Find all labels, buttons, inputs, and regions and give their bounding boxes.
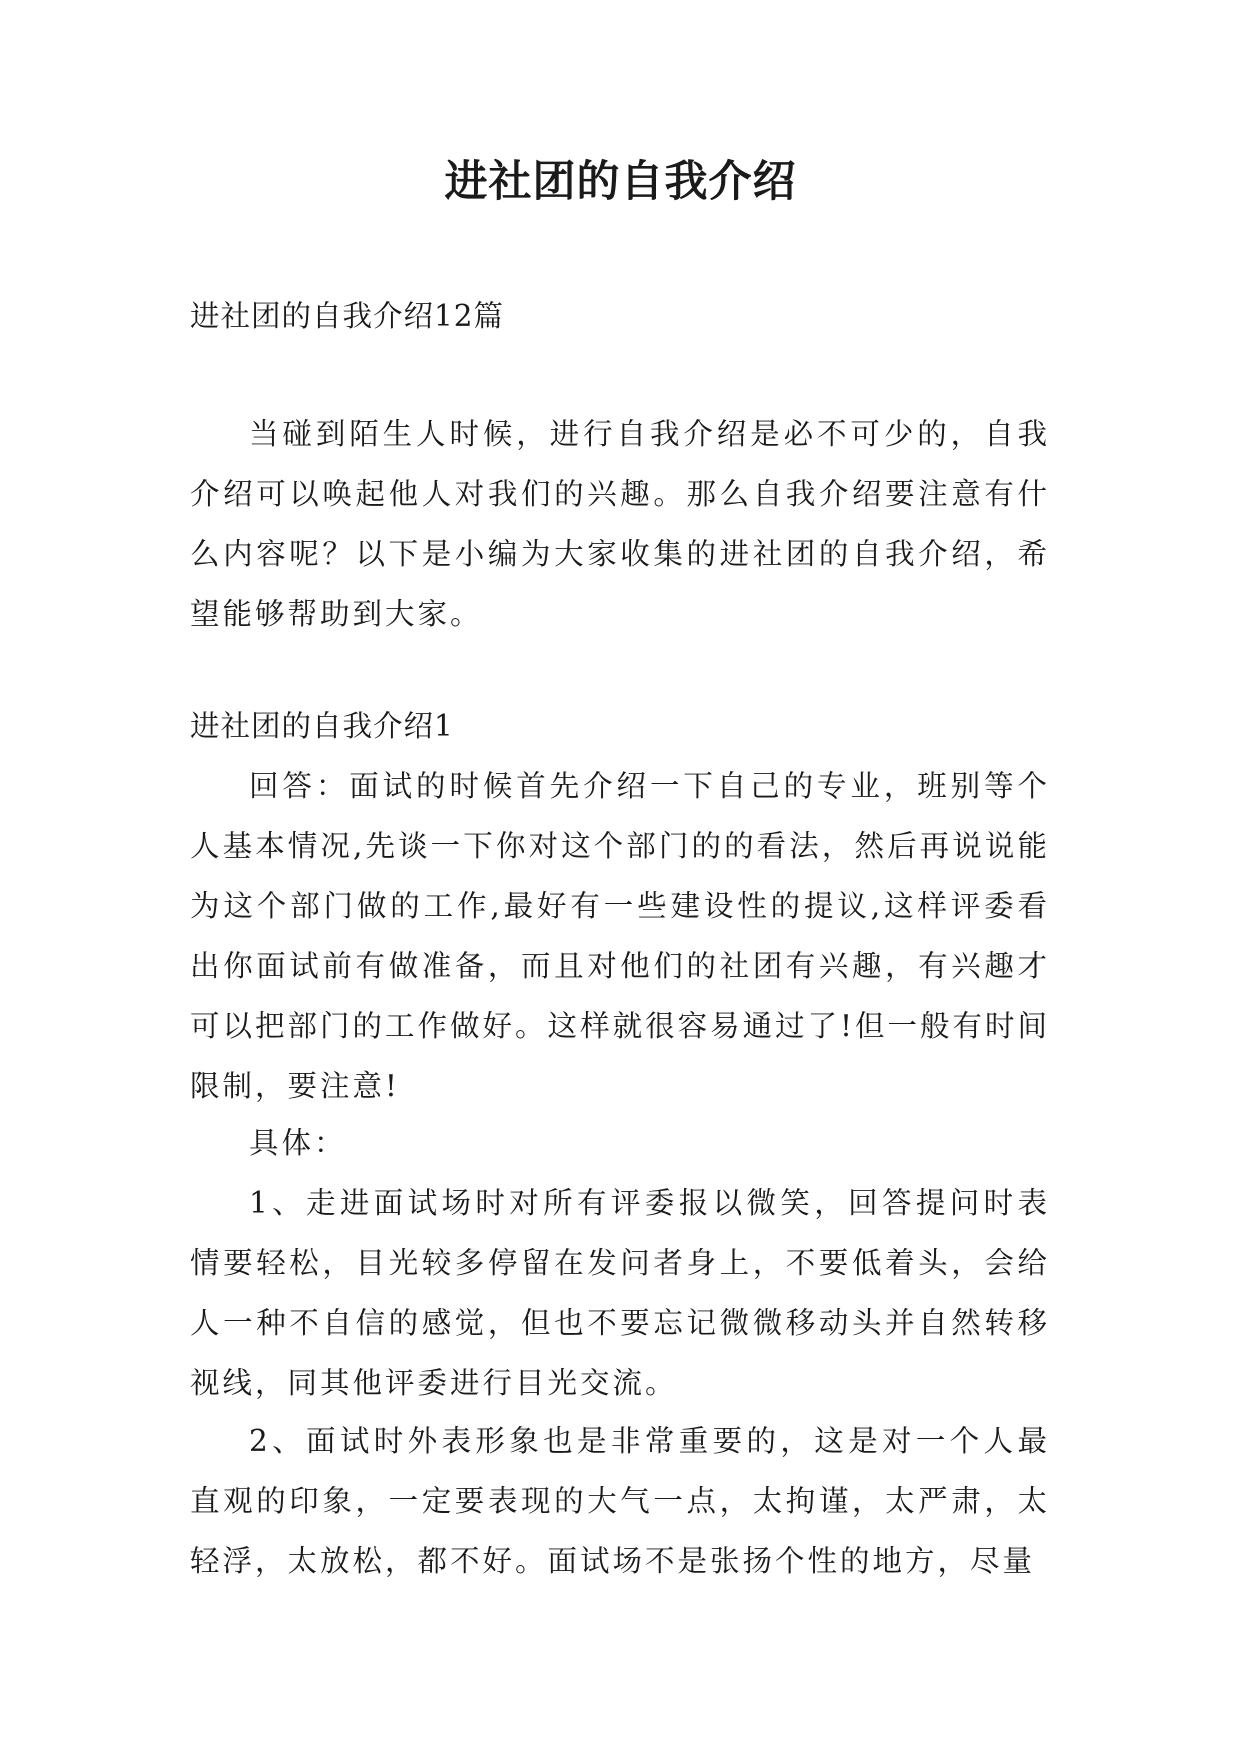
point-2-paragraph: 2、面试时外表形象也是非常重要的，这是对一个人最直观的印象，一定要表现的大气一点，太拘谨，太严肃，太轻浮，太放松，都不好。面试场不是张扬个性的地方，尽量 <box>190 1424 1050 1578</box>
answer-paragraph: 回答：面试的时候首先介绍一下自己的专业，班别等个人基本情况,先谈一下你对这个部门的的看法，然后再说说能为这个部门做的工作,最好有一些建设性的提议,这样评委看出你面试前有做准备，而且对他们的社团有兴趣，有兴趣才可以把部门的工作做好。这样就很容易通过了!但一般有时间限制，要注意! <box>190 769 1050 1103</box>
point-1-paragraph: 1、走进面试场时对所有评委报以微笑，回答提问时表情要轻松，目光较多停留在发问者身上，不要低着头，会给人一种不自信的感觉，但也不要忘记微微移动头并自然转移视线，同其他评委进行目光交流。 <box>190 1186 1050 1400</box>
concrete-label: 具体： <box>249 1126 347 1160</box>
document-subtitle: 进社团的自我介绍12篇 <box>190 299 505 333</box>
document-title: 进社团的自我介绍 <box>444 157 797 207</box>
section-heading: 进社团的自我介绍1 <box>190 709 454 743</box>
intro-paragraph: 当碰到陌生人时候，进行自我介绍是必不可少的，自我介绍可以唤起他人对我们的兴趣。那么自我介绍要注意有什么内容呢？以下是小编为大家收集的进社团的自我介绍，希望能够帮助到大家。 <box>190 417 1050 631</box>
